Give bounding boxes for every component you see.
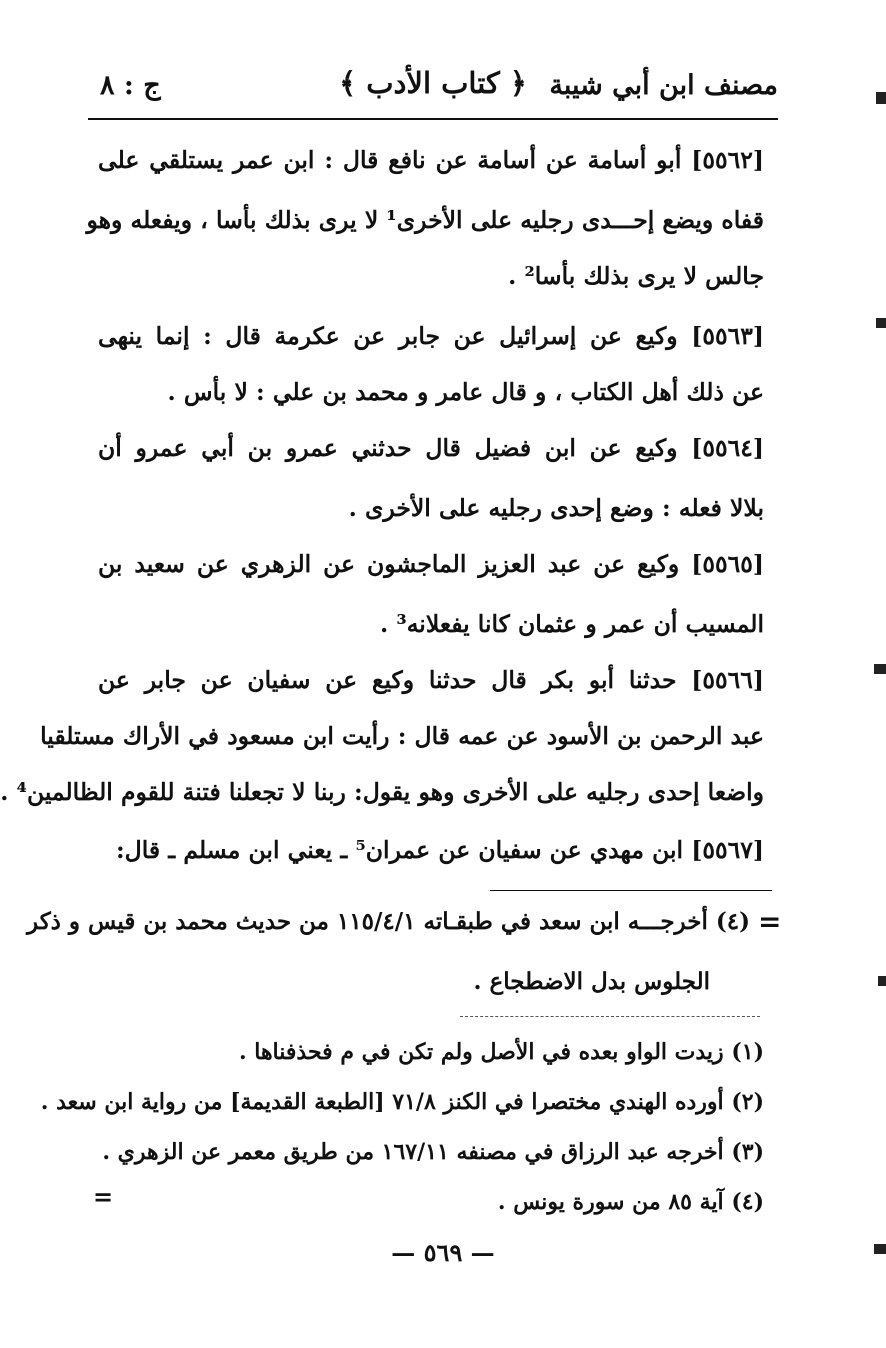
footnote-line: الجلوس بدل الاضطجاع . bbox=[473, 968, 710, 995]
volume-label: ج : ٨ bbox=[100, 70, 161, 101]
text-line: [٥٥٦٣] وكيع عن إسرائيل عن جابر عن عكرمة قال : إنما ينهى bbox=[98, 322, 764, 350]
footnote-divider bbox=[460, 1016, 760, 1017]
continuation-mark: = bbox=[758, 905, 782, 938]
continuation-mark: = bbox=[93, 1182, 114, 1211]
scan-edge-mark bbox=[876, 92, 886, 104]
footnote-line: (٢) أورده الهندي مختصرا في الكنز ٧١/٨ [الطبعة القديمة] من رواية ابن سعد . bbox=[40, 1089, 764, 1115]
text-line: عن ذلك أهل الكتاب ، و قال عامر و محمد بن علي : لا بأس . bbox=[167, 378, 764, 406]
header-rule bbox=[88, 118, 778, 120]
scan-edge-mark bbox=[876, 318, 886, 328]
book-title: مصنف ابن أبي شيبة bbox=[549, 70, 778, 101]
footnote-line: (٣) أخرجه عبد الرزاق في مصنفه ١٦٧/١١ من طريق معمر عن الزهري . bbox=[102, 1139, 764, 1165]
scan-edge-mark bbox=[878, 976, 886, 986]
text-line: بلالا فعله : وضع إحدى رجليه على الأخرى . bbox=[348, 494, 764, 522]
text-line: جالس لا يرى بذلك بأسا² . bbox=[508, 262, 764, 290]
text-line: المسيب أن عمر و عثمان كانا يفعلانه³ . bbox=[380, 610, 764, 638]
text-line: [٥٥٦٧] ابن مهدي عن سفيان عن عمران⁵ ـ يعني ابن مسلم ـ قال: bbox=[115, 836, 764, 864]
section-title: ﴿ كتاب الأدب ﴾ bbox=[339, 66, 527, 100]
scan-edge-mark bbox=[874, 1244, 886, 1254]
text-line: [٥٥٦٤] وكيع عن ابن فضيل قال حدثني عمرو بن أبي عمرو أن bbox=[98, 434, 764, 462]
page-number: — ٥٦٩ — bbox=[391, 1238, 495, 1267]
text-line: قفاه ويضع إحـــدى رجليه على الأخرى¹ لا يرى بذلك بأسا ، ويفعله وهو bbox=[86, 206, 764, 234]
running-header bbox=[88, 60, 778, 116]
text-line: [٥٥٦٥] وكيع عن عبد العزيز الماجشون عن الزهري عن سعيد بن bbox=[98, 550, 764, 578]
text-line: [٥٥٦٦] حدثنا أبو بكر قال حدثنا وكيع عن سفيان عن جابر عن bbox=[98, 666, 764, 694]
footnote-line: (٤) آية ٨٥ من سورة يونس . bbox=[497, 1189, 764, 1215]
scan-edge-mark bbox=[874, 664, 886, 674]
footnote-separator bbox=[490, 890, 772, 891]
footnote-line: (٤) أخرجـــه ابن سعد في طبقـاته ١١٥/٤/١ من حديث محمد بن قيس و ذكر bbox=[27, 908, 750, 935]
text-line: [٥٥٦٢] أبو أسامة عن أسامة عن نافع قال : ابن عمر يستلقي على bbox=[98, 146, 764, 174]
text-line: واضعا إحدى رجليه على الأخرى وهو يقول: ربنا لا تجعلنا فتنة للقوم الظالمين⁴ . bbox=[0, 778, 764, 806]
footnote-line: (١) زيدت الواو بعده في الأصل ولم تكن في م فحذفناها . bbox=[238, 1039, 764, 1065]
text-line: عبد الرحمن بن الأسود عن عمه قال : رأيت ابن مسعود في الأراك مستلقيا bbox=[40, 722, 764, 750]
